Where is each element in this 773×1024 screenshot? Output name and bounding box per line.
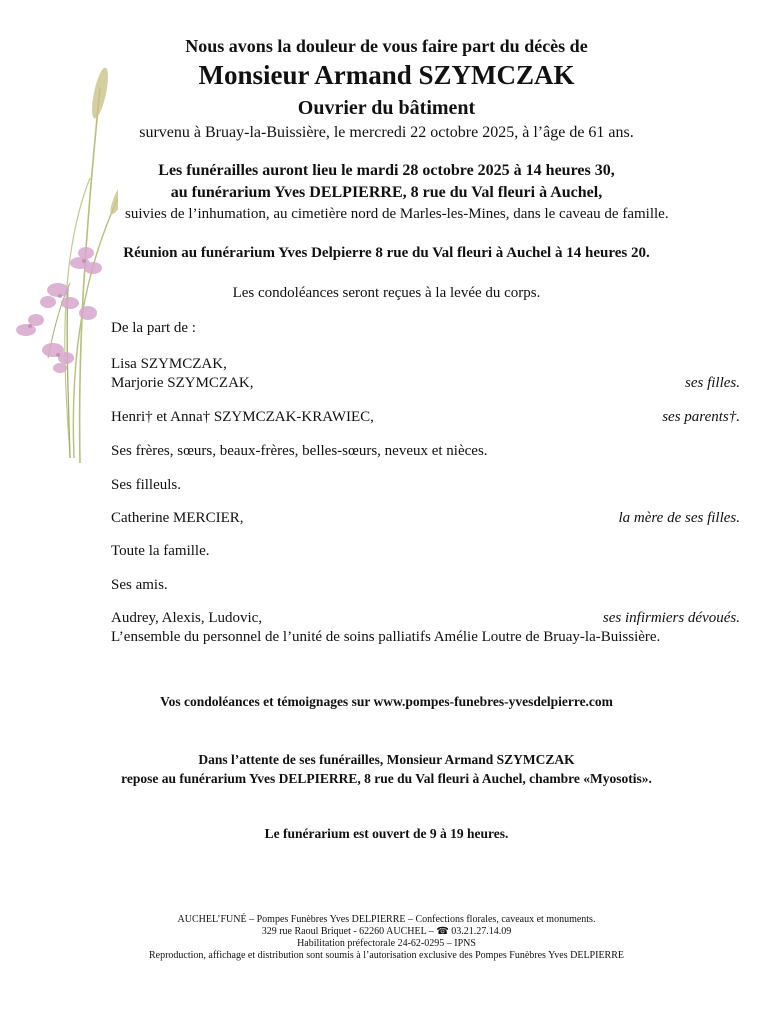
footer-license: Habilitation préfectorale 24-62-0295 – IPNS <box>297 938 476 949</box>
footer-company: AUCHEL’FUNÉ – Pompes Funèbres Yves DELPIERRE – Confections florales, caveaux et monuments. <box>177 914 596 925</box>
family-catherine: Catherine MERCIER, <box>111 510 244 526</box>
family-intro: De la part de : <box>111 320 196 336</box>
reunion-notice: Réunion au funérarium Yves Delpierre 8 rue du Val fleuri à Auchel à 14 heures 20. <box>123 245 650 261</box>
announcement-intro: Nous avons la douleur de vous faire part du décès de <box>185 36 588 56</box>
palliative-staff: L’ensemble du personnel de l’unité de soins palliatifs Amélie Loutre de Bruay-la-Buissière. <box>111 629 661 645</box>
condolences-website: Vos condoléances et témoignages sur www.pompes-funebres-yvesdelpierre.com <box>160 694 613 709</box>
role-nurses: ses infirmiers dévoués. <box>602 610 740 626</box>
role-mother-of-daughters: la mère de ses filles. <box>618 510 740 526</box>
deceased-name: Monsieur Armand SZYMCZAK <box>198 60 575 90</box>
family-parents: Henri† et Anna† SZYMCZAK-KRAWIEC, <box>111 409 374 425</box>
family-godchildren: Ses filleuls. <box>111 477 181 493</box>
opening-hours: Le funérarium est ouvert de 9 à 19 heures. <box>264 826 509 841</box>
funeral-date: Les funérailles auront lieu le mardi 28 octobre 2025 à 14 heures 30, <box>158 162 615 179</box>
family-member-marjorie: Marjorie SZYMCZAK, <box>111 375 254 391</box>
family-nurses: Audrey, Alexis, Ludovic, <box>111 610 263 626</box>
family-member-lisa: Lisa SZYMCZAK, <box>111 356 227 372</box>
role-parents: ses parents†. <box>662 409 740 425</box>
family-friends: Ses amis. <box>111 577 168 593</box>
funeral-location: au funérarium Yves DELPIERRE, 8 rue du Val fleuri à Auchel, <box>170 184 603 201</box>
family-siblings: Ses frères, sœurs, beaux-frères, belles-sœurs, neveux et nièces. <box>111 443 488 459</box>
death-details: survenu à Bruay-la-Buissière, le mercredi 22 octobre 2025, à l’âge de 61 ans. <box>139 124 634 141</box>
resting-notice-line2: repose au funérarium Yves DELPIERRE, 8 rue du Val fleuri à Auchel, chambre «Myosotis». <box>121 771 652 786</box>
deceased-profession: Ouvrier du bâtiment <box>297 97 476 119</box>
footer-address: 329 rue Raoul Briquet - 62260 AUCHEL – ☎ 03.21.27.14.09 <box>261 926 512 937</box>
family-all: Toute la famille. <box>111 543 210 559</box>
footer-reproduction: Reproduction, affichage et distribution sont soumis à l’autorisation exclusive des Pompes Funèbres Yves DELPIERRE <box>148 950 625 961</box>
condolences-notice: Les condoléances seront reçues à la levée du corps. <box>232 285 541 301</box>
burial-details: suivies de l’inhumation, au cimetière nord de Marles-les-Mines, dans le caveau de famille. <box>125 206 669 222</box>
role-daughters: ses filles. <box>685 375 740 391</box>
resting-notice-line1: Dans l’attente de ses funérailles, Monsieur Armand SZYMCZAK <box>198 752 575 767</box>
